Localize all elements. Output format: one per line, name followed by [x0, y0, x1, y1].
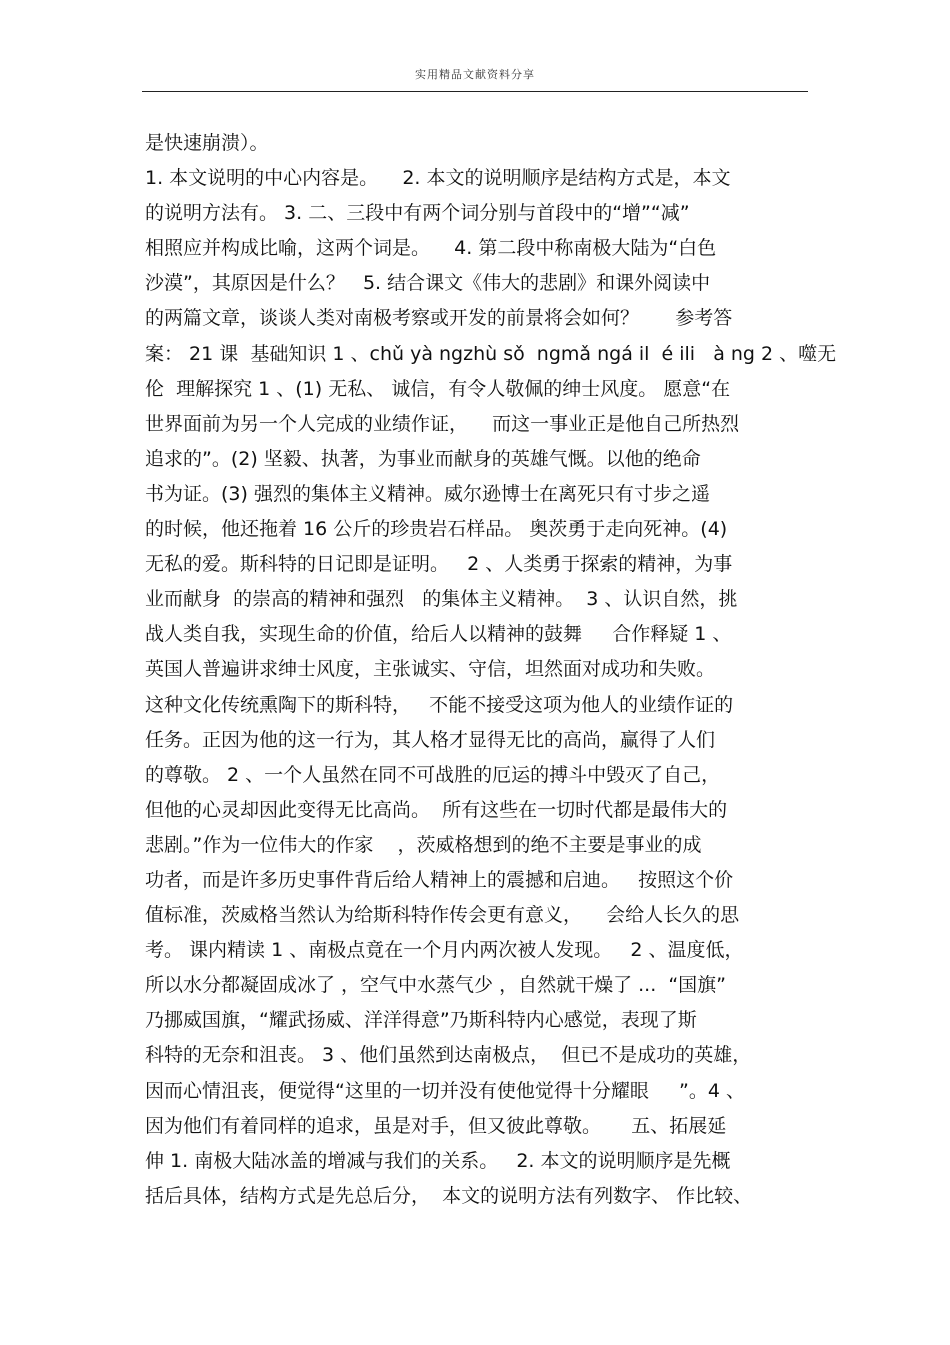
text-line: 考。 课内精读 1 、南极点竟在一个月内两次被人发现。 2 、温度低， [145, 939, 744, 962]
text-line: 战人类自我，实现生命的价值，给后人以精神的鼓舞 合作释疑 1 、 [145, 623, 732, 646]
text-line: 的尊敬。 2 、一个人虽然在同不可战胜的厄运的搏斗中毁灭了自己， [145, 763, 721, 786]
text-line: 英国人普遍讲求绅士风度，主张诚实、守信，坦然面对成功和失败。 [145, 658, 716, 681]
text-line: 业而献身 的崇高的精神和强烈 的集体主义精神。 3 、认识自然，挑 [145, 588, 738, 611]
text-line: 案： 21 课 基础知识 1 、chǔ yà ngzhù sǒ ngmǎ ngá il é ili à ng 2 、噬无 [145, 342, 837, 365]
text-line: 括后具体，结构方式是先总后分， 本文的说明方法有列数字、 作比较、 [145, 1184, 753, 1207]
text-line: 任务。正因为他的这一行为，其人格才显得无比的高尚，赢得了人们 [145, 728, 716, 751]
text-line: 是快速崩溃）。 [145, 132, 269, 154]
text-line: 乃挪威国旗，“耀武扬威、洋洋得意”乃斯科特内心感觉，表现了斯 [145, 1009, 697, 1032]
text-line: 功者，而是许多历史事件背后给人精神上的震撼和启迪。 按照这个价 [145, 868, 734, 891]
text-line: 书为证。(3) 强烈的集体主义精神。威尔逊博士在离死只有寸步之遥 [145, 482, 710, 505]
text-line: 追求的”。(2) 坚毅、执著，为事业而献身的英雄气慨。以他的绝命 [145, 447, 701, 470]
text-line: 沙漠”，其原因是什么？ 5. 结合课文《伟大的悲剧》和课外阅读中 [145, 272, 711, 295]
page-header: 实用精品文献资料分享 [415, 68, 535, 81]
text-line: 值标准，茨威格当然认为给斯科特作传会更有意义， 会给人长久的思 [145, 904, 740, 927]
text-line: 的两篇文章，谈谈人类对南极考察或开发的前景将会如何？ 参考答 [145, 307, 733, 330]
text-line: 但他的心灵却因此变得无比高尚。 所有这些在一切时代都是最伟大的 [145, 798, 728, 821]
text-line: 的说明方法有。 3. 二、三段中有两个词分别与首段中的“增”“减” [145, 202, 690, 225]
text-line: 伸 1. 南极大陆冰盖的增减与我们的关系。 2. 本文的说明顺序是先概 [145, 1149, 731, 1172]
text-line: 无私的爱。斯科特的日记即是证明。 2 、人类勇于探索的精神，为事 [145, 553, 733, 576]
text-line: 的时候，他还拖着 16 公斤的珍贵岩石样品。 奥茨勇于走向死神。(4) [145, 518, 728, 541]
text-line: 悲剧。”作为一位伟大的作家 ，茨威格想到的绝不主要是事业的成 [145, 833, 702, 856]
text-line: 相照应并构成比喻，这两个词是。 4. 第二段中称南极大陆为“白色 [145, 237, 717, 260]
text-line: 1. 本文说明的中心内容是。 2. 本文的说明顺序是结构方式是，本文 [145, 167, 731, 190]
text-line: 科特的无奈和沮丧。 3 、他们虽然到达南极点， 但已不是成功的英雄， [145, 1044, 752, 1067]
text-line: 世界面前为另一个人完成的业绩作证， 而这一事业正是他自己所热烈 [145, 412, 740, 435]
header-divider [142, 91, 808, 92]
text-line: 因为他们有着同样的追求，虽是对手，但又彼此尊敬。 五、拓展延 [145, 1114, 727, 1137]
document-body [145, 126, 905, 1214]
text-line: 伦 理解探究 1 、(1) 无私、 诚信，有令人敬佩的绅士风度。 愿意“在 [145, 377, 731, 400]
text-line: 因而心情沮丧，便觉得“这里的一切并没有使他觉得十分耀眼 ”。4 、 [145, 1079, 746, 1102]
text-line: 这种文化传统熏陶下的斯科特， 不能不接受这项为他人的业绩作证的 [145, 693, 734, 716]
text-line: 所以水分都凝固成冰了 ，空气中水蒸气少 ，自然就干燥了 ... “国旗” [145, 974, 727, 997]
